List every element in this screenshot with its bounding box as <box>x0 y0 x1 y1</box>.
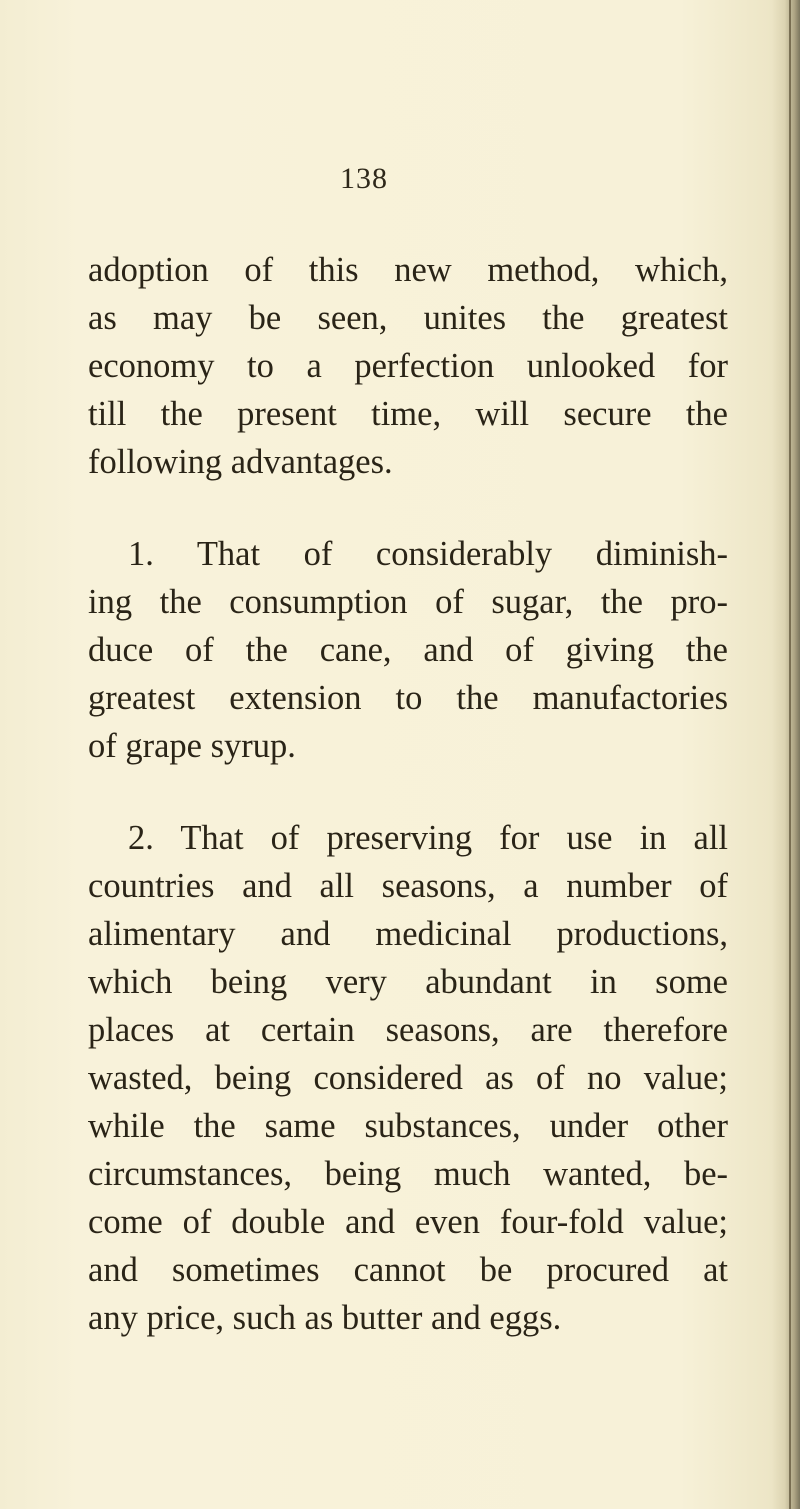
text-line: any price, such as butter and eggs. <box>88 1299 562 1337</box>
text-line: 2. That of preserving for use in all <box>128 819 728 857</box>
text-line: which being very abundant in some <box>88 963 728 1001</box>
text-line: ing the consumption of sugar, the pro- <box>88 583 728 621</box>
text-line: following advantages. <box>88 443 393 481</box>
text-line: circumstances, being much wanted, be- <box>88 1155 728 1193</box>
text-line: duce of the cane, and of giving the <box>88 631 728 669</box>
page-edge-shadow <box>772 0 800 1509</box>
paragraph-intro <box>88 246 728 486</box>
body-text <box>88 246 728 1342</box>
text-line: while the same substances, under other <box>88 1107 728 1145</box>
text-line: greatest extension to the manufactories <box>88 679 728 717</box>
text-line: countries and all seasons, a number of <box>88 867 728 905</box>
text-line: 1. That of considerably diminish- <box>128 535 728 573</box>
text-line: of grape syrup. <box>88 727 296 765</box>
page-number: 138 <box>340 162 388 195</box>
paragraph-advantage-1 <box>88 530 728 770</box>
paragraph-advantage-2 <box>88 814 728 1342</box>
text-line: alimentary and medicinal productions, <box>88 915 728 953</box>
text-line: adoption of this new method, which, <box>88 251 728 289</box>
page-edge-line <box>789 0 791 1509</box>
text-line: till the present time, will secure the <box>88 395 728 433</box>
text-line: wasted, being considered as of no value; <box>88 1059 728 1097</box>
text-line: come of double and even four-fold value; <box>88 1203 728 1241</box>
text-line: and sometimes cannot be procured at <box>88 1251 728 1289</box>
paragraph-gap <box>88 770 728 814</box>
text-line: economy to a perfection unlooked for <box>88 347 728 385</box>
text-line: as may be seen, unites the greatest <box>88 299 728 337</box>
text-line: places at certain seasons, are therefore <box>88 1011 728 1049</box>
paragraph-gap <box>88 486 728 530</box>
